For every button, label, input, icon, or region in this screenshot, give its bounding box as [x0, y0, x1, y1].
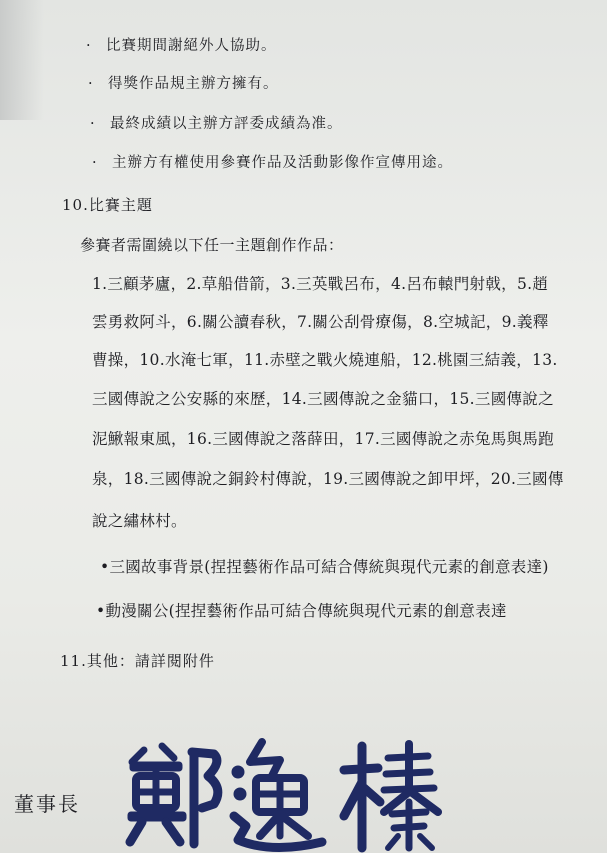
chairman-title: 董事長: [14, 792, 80, 816]
topic-line: 1.三顧茅廬，2.草船借箭，3.三英戰呂布，4.呂布轅門射戟，5.趙: [92, 275, 549, 293]
bullet-icon: ·: [88, 76, 94, 92]
page-shadow: [0, 0, 44, 120]
bullet-icon: ·: [90, 116, 96, 132]
rule-item: · 主辦方有權使用參賽作品及活動影像作宣傳用途。: [92, 155, 453, 171]
section-10-intro: 參賽者需圍繞以下任一主題創作作品：: [80, 236, 344, 254]
rule-item: · 最終成績以主辦方評委成績為准。: [90, 116, 343, 132]
signature-image: [122, 732, 442, 853]
topic-line: 說之繡林村。: [92, 512, 187, 530]
rule-item: · 比賽期間謝絕外人協助。: [86, 38, 277, 54]
signature-char-1: [128, 746, 218, 844]
topic-line: 曹操，10.水淹七軍，11.赤壁之戰火燒連船，12.桃園三結義，13.: [92, 351, 558, 369]
rule-item: · 得獎作品規主辦方擁有。: [88, 76, 279, 92]
topic-line: 泉，18.三國傳說之銅鈴村傳說，19.三國傳說之卸甲坪，20.三國傳: [92, 470, 564, 488]
theme-bullet: •三國故事背景(捏捏藝術作品可結合傳統與現代元素的創意表達): [100, 558, 549, 576]
signature-char-2: [232, 742, 322, 848]
section-10-heading: 10.比賽主題: [62, 196, 153, 214]
topic-line: 泥鰍報東風，16.三國傳說之落薛田，17.三國傳說之赤兔馬與馬跑: [92, 430, 554, 448]
bullet-icon: ·: [86, 38, 92, 54]
topic-line: 三國傳說之公安縣的來歷，14.三國傳說之金貓口，15.三國傳說之: [92, 390, 554, 408]
topic-line: 雲勇救阿斗，6.關公讀春秋，7.關公刮骨療傷，8.空城記，9.義釋: [92, 313, 549, 331]
theme-bullet: •動漫關公(捏捏藝術作品可結合傳統與現代元素的創意表達: [96, 602, 507, 620]
signature-char-3: [344, 744, 438, 848]
section-11-heading: 11.其他：請詳閱附件: [60, 652, 215, 670]
bullet-icon: ·: [92, 155, 98, 171]
